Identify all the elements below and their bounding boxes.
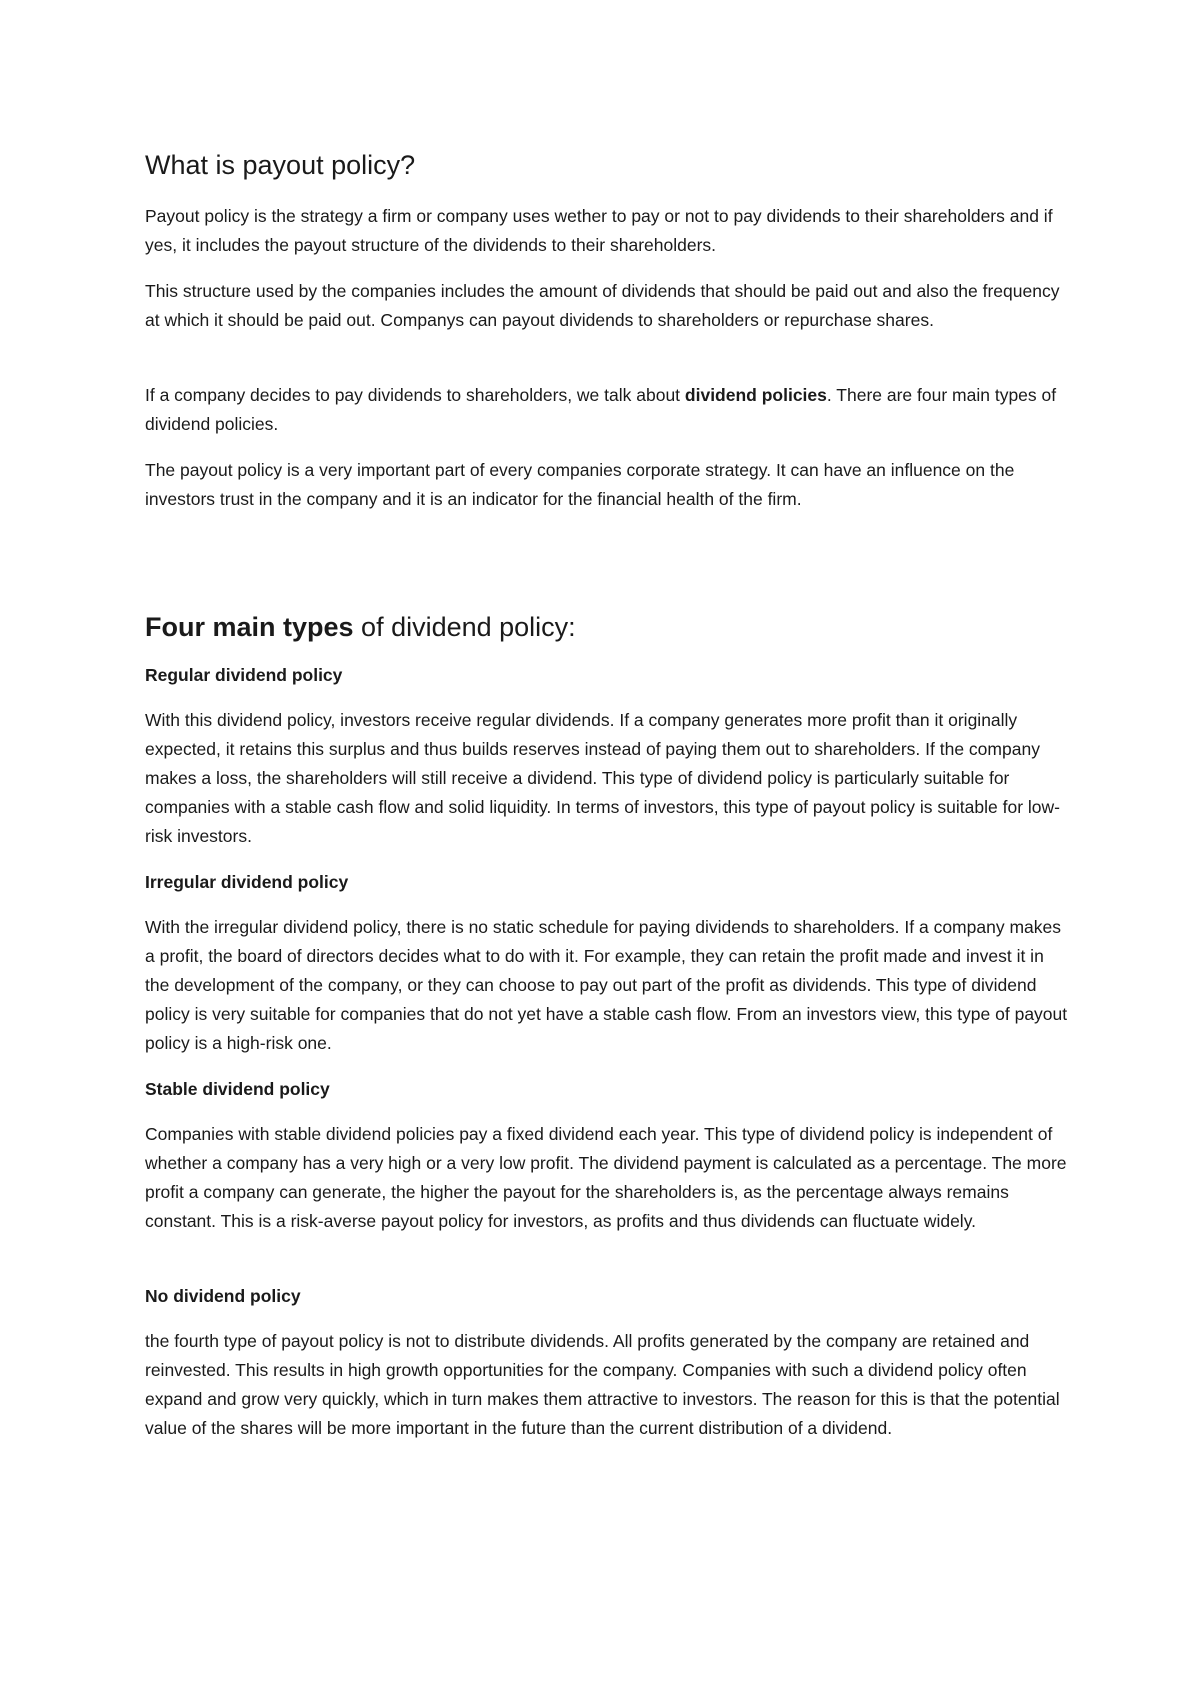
section-title-payout-policy: What is payout policy? <box>145 150 416 180</box>
subheading-regular: Regular dividend policy <box>145 665 343 685</box>
paragraph-irregular: With the irregular dividend policy, there is no static schedule for paying dividends to shareholders. If a company makes a profit, the board of directors decides what to do with it. For example, they can retain the profit made and invest it in the development of the company, or they can choose to pay out part of the profit as dividends. This type of dividend policy is very suitable for companies that do not yet have a stable cash flow. From an investors view, this type of payout policy is a high-risk one. <box>145 917 1068 1053</box>
title-rest-part: of dividend policy: <box>353 612 576 642</box>
p3-text-after: . There are four main types of dividend policies. <box>145 385 1057 434</box>
subheading-stable: Stable dividend policy <box>145 1079 330 1099</box>
paragraph-importance: The payout policy is a very important part of every companies corporate strategy. It can have an influence on the investors trust in the company and it is an indicator for the financial health of the firm. <box>145 460 1015 509</box>
p3-bold-term: dividend policies <box>684 385 827 405</box>
paragraph-stable: Companies with stable dividend policies pay a fixed dividend each year. This type of dividend policy is independent of whether a company has a very high or a very low profit. The dividend payment is calculated as a percentage. The more profit a company can generate, the higher the payout for the shareholders is, as the percentage always remains constant. This is a risk-averse payout policy for investors, as profits and thus dividends can fluctuate widely. <box>145 1124 1067 1231</box>
p3-text-before: If a company decides to pay dividends to shareholders, we talk about <box>145 385 685 405</box>
paragraph-definition: Payout policy is the strategy a firm or company uses wether to pay or not to pay dividends to their shareholders and if yes, it includes the payout structure of the dividends to their shareholders. <box>145 206 1053 255</box>
subheading-no-dividend: No dividend policy <box>145 1286 301 1306</box>
subheading-irregular: Irregular dividend policy <box>145 872 349 892</box>
paragraph-structure: This structure used by the companies includes the amount of dividends that should be paid out and also the frequency at which it should be paid out. Companys can payout dividends to shareholders or repurchase shares. <box>145 281 1060 330</box>
title-bold-part: Four main types <box>145 612 354 642</box>
paragraph-no-dividend: the fourth type of payout policy is not to distribute dividends. All profits generated by the company are retained and reinvested. This results in high growth opportunities for the company. Companies with such a dividend policy often expand and grow very quickly, which in turn makes them attractive to investors. The reason for this is that the potential value of the shares will be more important in the future than the current distribution of a dividend. <box>145 1331 1060 1438</box>
paragraph-dividend-policies <box>145 381 1070 439</box>
section-title-four-types <box>145 612 576 643</box>
paragraph-regular: With this dividend policy, investors receive regular dividends. If a company generates more profit than it originally expected, it retains this surplus and thus builds reserves instead of paying them out to shareholders. If the company makes a loss, the shareholders will still receive a dividend. This type of dividend policy is particularly suitable for companies with a stable cash flow and solid liquidity. In terms of investors, this type of payout policy is suitable for low-risk investors. <box>145 710 1060 846</box>
